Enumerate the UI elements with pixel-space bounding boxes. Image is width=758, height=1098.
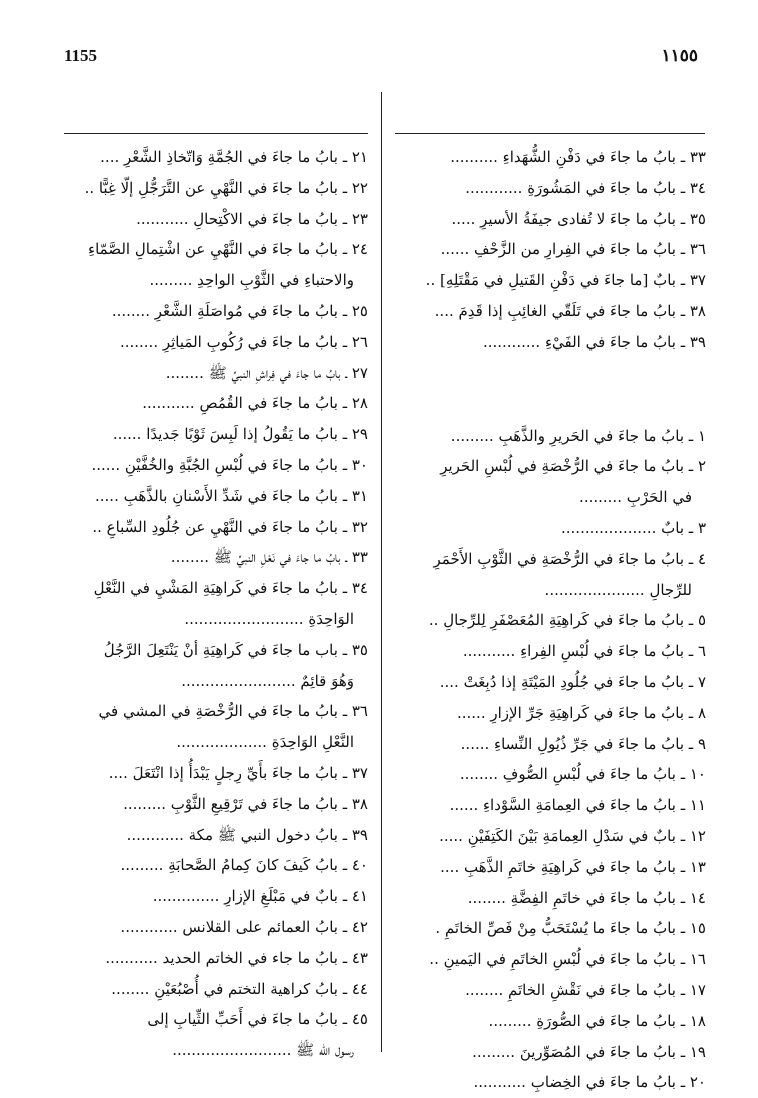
toc-entry: ١٥ ـ بابُ ما جاءَ ما يُسْتَحَبُّ مِنْ فَصِّ الخاتَمِ . xyxy=(435,919,706,938)
toc-entry: ٥ ـ بابُ ما جاءَ في كَراهِيَةِ المُعَصْفَرِ لِلرِّجالِ .. xyxy=(428,611,706,630)
toc-entry: ٤١ ـ بابٌ في مَبْلَغِ الإزارِ .............. xyxy=(152,887,368,906)
toc-entry: ٣٣ ـ بابُ ما جاءَ في نَعْلِ النبيِّ ﷺ ........ xyxy=(170,548,368,567)
toc-entry: ١١ ـ بابُ ما جاءَ في العِمامَةِ السَّوْداءِ ...... xyxy=(449,796,706,815)
header-rule-left xyxy=(64,133,368,134)
toc-entry: ٨ ـ بابُ ما جاءَ في كَراهِيَةِ جَرِّ الإزارِ ...... xyxy=(456,703,706,722)
page-number-latin: 1155 xyxy=(64,46,98,65)
toc-entry: ٣٧ ـ بابٌ [ما جاءَ في دَفْنِ القَتيلِ في مَقْتَلِهِ] .. xyxy=(425,271,706,290)
toc-entry: ٣٧ ـ بابُ ما جاءَ بأَيِّ رِجلٍ يَبْدَأُ إذا انْتَعَلَ .... xyxy=(108,763,368,782)
toc-entry: ٢٨ ـ بابُ ما جاءَ في القُمُصِ ........... xyxy=(142,394,368,413)
toc-entry: ١٢ ـ بابٌ في سَدْلِ العِمامَةِ بَيْنَ الكَتِفَيْنِ ..... xyxy=(439,826,706,845)
toc-entry: ٣٩ ـ بابُ دخول النبي ﷺ مكة ............ xyxy=(126,825,368,844)
toc-entry: ١ ـ بابُ ما جاءَ في الحَريرِ والذَّهَبِ ......... xyxy=(450,426,706,445)
toc-entry: ٣٥ ـ باب ما جاءَ في كَراهِيَةِ أنْ يَنْتَعِلَ الرَّجُلُ xyxy=(103,640,368,659)
column-divider xyxy=(381,92,382,1052)
toc-entry: ١٨ ـ بابُ ما جاءَ في الصُّورَةِ ......... xyxy=(488,1011,706,1030)
toc-entry-continuation: رسول الله ﷺ ......................... xyxy=(172,1041,354,1060)
toc-entry: ٤٠ ـ بابُ كَيفَ كانَ كِمامُ الصَّحابَةِ ......... xyxy=(120,856,368,875)
toc-entry: ٣٥ ـ بابُ ما جاءَ لا تُفادى جيفَةُ الأسيرِ ..... xyxy=(451,209,706,228)
toc-entry: ٢٧ ـ بابُ ما جاءَ في فِراشِ النبيِّ ﷺ ........ xyxy=(165,363,368,382)
toc-entry: ٢٣ ـ بابُ ما جاءَ في الاكْتِحالِ ........... xyxy=(136,209,368,228)
toc-entry: ٤٢ ـ بابُ العمائم على القلانس ............ xyxy=(120,917,368,936)
toc-entry: ٢١ ـ بابُ ما جاءَ في الجُمَّةِ وَاتّخاذِ الشَّعْرِ .... xyxy=(100,148,368,166)
toc-entry: ٤٥ ـ بابُ ما جاءَ في أَحَبِّ الثِّيابِ إلى xyxy=(147,1010,368,1029)
toc-entry: ٢٤ ـ بابُ ما جاءَ في النَّهْيِ عن اشْتِمالِ الصَّمّاءِ xyxy=(88,240,368,259)
toc-entry-continuation: في الحَرْبِ ......... xyxy=(579,488,692,507)
toc-column-left xyxy=(76,142,368,1066)
toc-entry: ٤ ـ بابُ ما جاءَ في الرُّخْصَةِ في الثَّوْبِ الأَحْمَرِ xyxy=(433,549,706,568)
toc-entry: ١٠ ـ بابُ ما جاءَ في لُبْسِ الصُّوفِ ........ xyxy=(459,765,706,784)
toc-entry-continuation: وَهُوَ قائِمٌ ........................ xyxy=(181,671,354,690)
toc-entry: ٣٨ ـ بابُ ما جاءَ في تَلَقّي الغائِبِ إذا قَدِمَ .... xyxy=(434,301,706,320)
toc-entry: ٢٦ ـ بابُ ما جاءَ في رُكُوبِ المَياثِرِ ........ xyxy=(119,332,368,351)
page-number-arabic: ١١٥٥ xyxy=(661,46,698,65)
toc-entry: ٣٠ ـ بابُ ما جاءَ في لُبْسِ الجُبَّةِ والخُفَّيْنِ ...... xyxy=(91,455,368,474)
toc-entry: ٣٦ ـ بابُ ما جاءَ في الرُّخْصَةِ في المشي في xyxy=(98,702,368,721)
toc-entry: ١٦ ـ بابُ ما جاءَ في لُبْسِ الخاتَمِ في اليَمينِ .. xyxy=(429,950,706,969)
toc-entry: ١٩ ـ بابُ ما جاءَ في المُصَوِّرينَ ......... xyxy=(472,1042,706,1061)
toc-entry-continuation: والاحتباءِ في الثَّوْبِ الواحِدِ ......... xyxy=(149,271,354,290)
toc-entry: ١٣ ـ بابُ ما جاءَ في كَراهِيَةِ خاتَمِ الذَّهَبِ .... xyxy=(440,857,706,876)
header-rule-right xyxy=(395,133,705,134)
toc-entry: ٧ ـ بابُ ما جاءَ في جُلُودِ المَيْتَةِ إذا دُبِغَتْ .... xyxy=(439,672,706,691)
toc-entry: ٣٩ ـ بابُ ما جاءَ في الفَيْءِ ............ xyxy=(482,332,706,351)
section-gap xyxy=(418,358,706,421)
toc-entry: ٣٤ ـ بابُ ما جاءَ في المَشُورَةِ ............ xyxy=(465,178,706,197)
toc-entry: ٣٨ ـ بابُ ما جاءَ في تَرْقِيعِ الثَّوْبِ ......... xyxy=(123,794,368,813)
toc-entry: ٢٠ ـ بابُ ما جاءَ في الخِضابِ ........... xyxy=(473,1073,706,1092)
toc-entry: ٦ ـ بابُ ما جاءَ في لُبْسِ الفِراءِ ........... xyxy=(462,642,706,661)
toc-entry: ٣٤ ـ بابُ ما جاءَ في كَراهِيَةِ المَشْيِ في النَّعْلِ xyxy=(93,579,368,598)
toc-entry: ١٤ ـ بابُ ما جاءَ في خاتَمِ الفِضَّةِ ........ xyxy=(467,888,706,907)
toc-entry: ٢ ـ بابُ ما جاءَ في الرُّخْصَةِ في لُبْسِ الحَريرِ xyxy=(440,457,706,476)
toc-entry: ٤٣ ـ بابُ ما جاء في الخاتم الحديد ........... xyxy=(105,948,368,967)
toc-entry: ٢٩ ـ بابُ ما يَقُولُ إذا لَبِسَ ثَوْبًا جَديدًا ...... xyxy=(112,425,368,444)
toc-entry: ٣١ ـ بابُ ما جاءَ في شَدِّ الأَسْنانِ بالذَّهَبِ ..... xyxy=(95,486,368,505)
toc-entry: ١٧ ـ بابُ ما جاءَ في نَقْشِ الخاتَمِ ........ xyxy=(465,980,706,999)
toc-entry-continuation: النَّعْلِ الوَاحِدَةِ ................... xyxy=(176,733,354,752)
toc-entry: ٢٢ ـ بابُ ما جاءَ في النَّهْيِ عن التَّرَجُّلِ إلّا غِبًّا .. xyxy=(84,178,368,197)
toc-entry: ٩ ـ بابُ ما جاءَ في جَرِّ ذُيُولِ النِّساءِ ...... xyxy=(460,734,706,753)
toc-entry: ٢٥ ـ بابُ ما جاءَ في مُواصَلَةِ الشَّعْرِ ........ xyxy=(111,301,368,320)
toc-entry: ٤٤ ـ بابُ كراهية التختم في أُصْبُعَيْنِ ........ xyxy=(111,979,368,998)
toc-entry: ٣٦ ـ بابُ ما جاءَ في الفِرارِ من الزَّحْفِ ...... xyxy=(440,240,706,259)
toc-column-right xyxy=(418,142,706,1098)
toc-entry-continuation: للرِّجالِ ..................... xyxy=(544,580,692,599)
toc-entry-continuation: الوَاحِدَةِ ......................... xyxy=(184,609,354,628)
toc-entry: ٣٣ ـ بابُ ما جاءَ في دَفْنِ الشُّهَداءِ .......... xyxy=(450,148,706,166)
toc-entry: ٣ ـ بابٌ .................... xyxy=(561,518,706,537)
toc-entry: ٣٢ ـ بابُ ما جاءَ في النَّهْيِ عن جُلُودِ السِّباعِ .. xyxy=(92,517,368,536)
